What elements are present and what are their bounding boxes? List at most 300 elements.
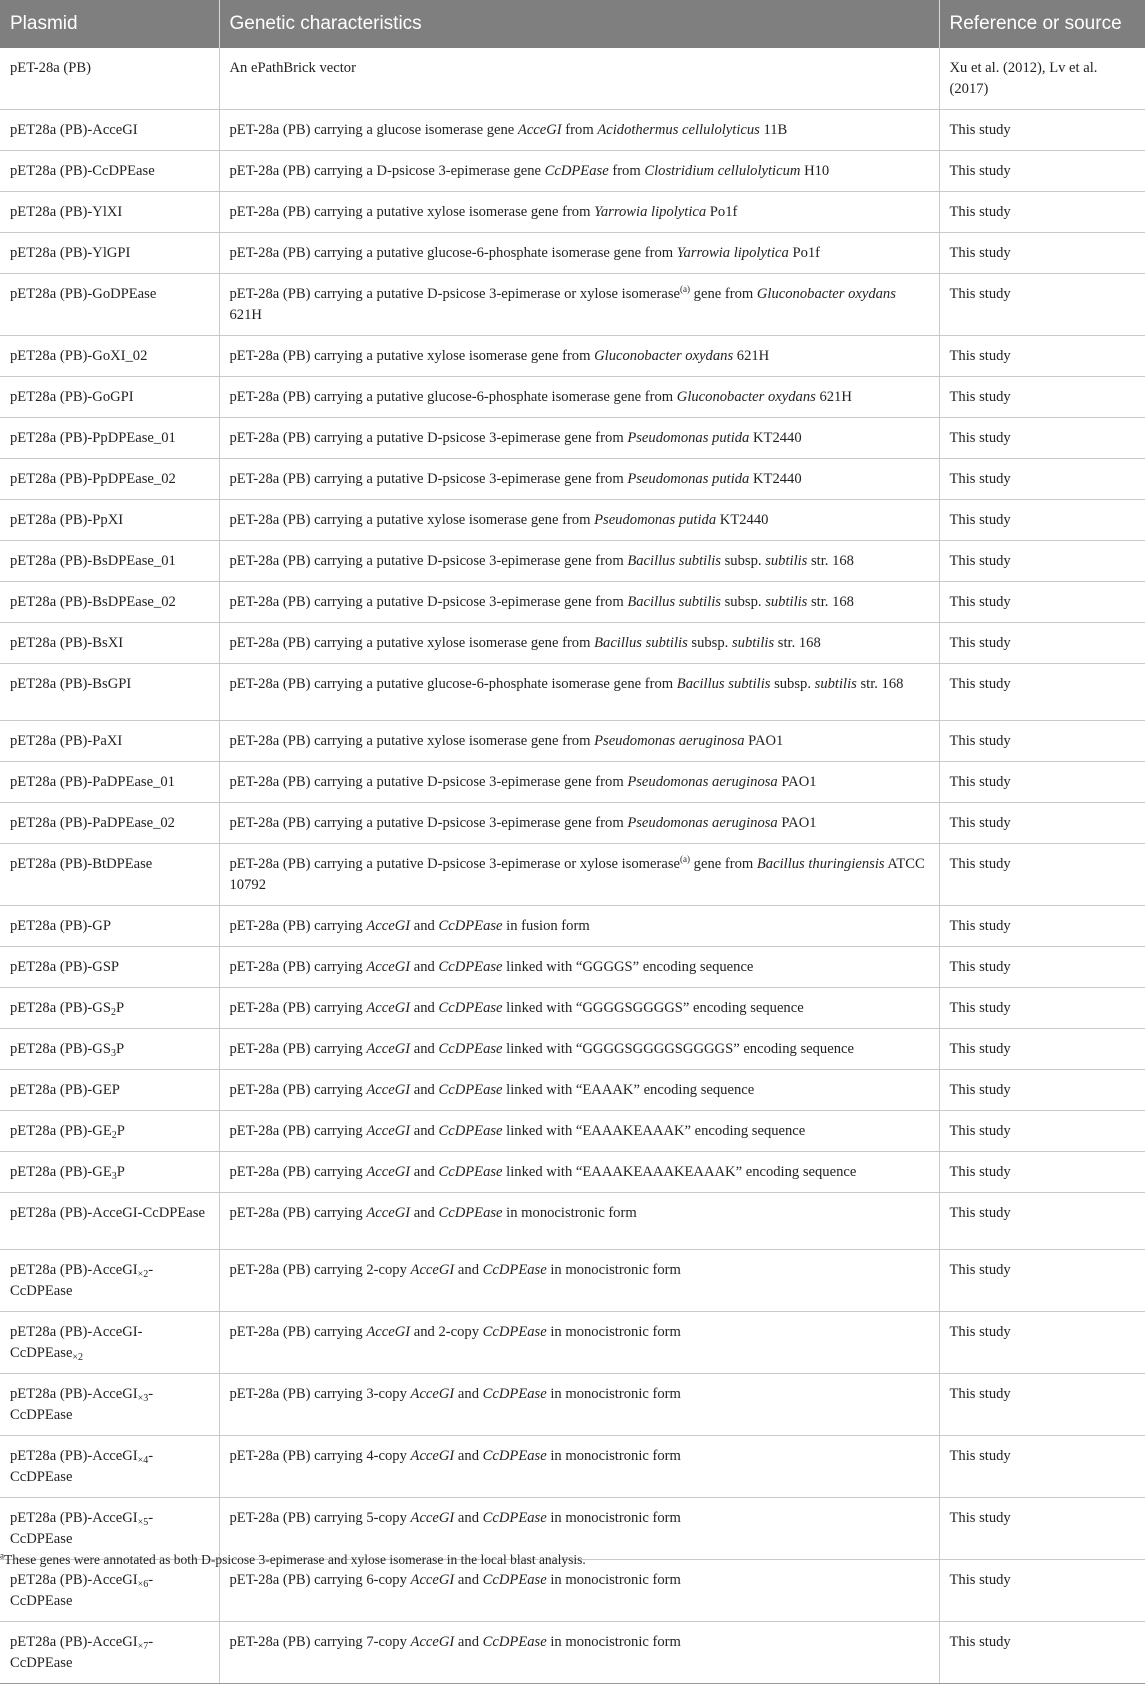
genetic-segment: Yarrowia lipolytica [594, 204, 707, 220]
cell-plasmid [0, 192, 219, 233]
genetic-segment: PAO1 [777, 774, 817, 790]
genetic-segment: and [410, 1082, 439, 1098]
table-body [0, 48, 1145, 1684]
genetic-segment: and [410, 959, 439, 975]
plasmid-segment: pET28a (PB)-GoDPEase [10, 286, 157, 302]
cell-plasmid [0, 500, 219, 541]
genetic-segment: subtilis [814, 676, 857, 692]
genetic-segment: in monocistronic form [546, 1386, 681, 1402]
cell-reference: This study [939, 988, 1145, 1029]
genetic-segment: from [561, 122, 598, 138]
plasmid-segment: P [116, 1164, 125, 1180]
genetic-segment: AcceGI [410, 1510, 455, 1526]
table-row [0, 1152, 1145, 1193]
genetic-segment: subsp. [770, 676, 815, 692]
genetic-segment: (a) [680, 854, 691, 865]
genetic-segment: and [410, 1041, 439, 1057]
genetic-segment: subtilis [731, 635, 775, 651]
cell-genetic-characteristics [219, 1560, 939, 1622]
cell-reference: This study [939, 151, 1145, 192]
table-row [0, 1374, 1145, 1436]
genetic-segment: Clostridium cellulolyticum [644, 163, 801, 179]
plasmid-segment: -CcDPEase [10, 1448, 154, 1485]
cell-plasmid [0, 1436, 219, 1498]
cell-genetic-characteristics [219, 151, 939, 192]
table-row [0, 274, 1145, 336]
cell-reference: This study [939, 1498, 1145, 1560]
genetic-segment: pET-28a (PB) carrying 4-copy [229, 1448, 411, 1464]
table-row [0, 377, 1145, 418]
cell-reference: This study [939, 947, 1145, 988]
genetic-segment: (a) [680, 284, 691, 295]
cell-genetic-characteristics [219, 192, 939, 233]
genetic-segment: linked with “GGGGSGGGGS” encoding sequence [502, 1000, 804, 1016]
footnote-marker: a [0, 1550, 4, 1561]
genetic-segment: pET-28a (PB) carrying a putative D-psicose 3-epimerase gene from [229, 430, 628, 446]
genetic-segment: AcceGI [410, 1572, 455, 1588]
plasmid-segment: pET28a (PB)-BsDPEase_02 [10, 594, 176, 610]
cell-reference: This study [939, 721, 1145, 762]
cell-reference: This study [939, 541, 1145, 582]
plasmid-segment: 3 [111, 1171, 117, 1182]
genetic-segment: pET-28a (PB) carrying a glucose isomerase gene [229, 122, 518, 138]
header-row [0, 0, 1145, 48]
header-plasmid: Plasmid [0, 0, 219, 48]
genetic-segment: Gluconobacter oxydans [594, 348, 734, 364]
genetic-segment: pET-28a (PB) carrying a D-psicose 3-epimerase gene [229, 163, 545, 179]
cell-genetic-characteristics [219, 336, 939, 377]
genetic-segment: pET-28a (PB) carrying [229, 1000, 367, 1016]
table-row [0, 1498, 1145, 1560]
genetic-segment: CcDPEase [438, 1082, 503, 1098]
cell-genetic-characteristics [219, 459, 939, 500]
genetic-segment: CcDPEase [482, 1262, 547, 1278]
genetic-segment: pET-28a (PB) carrying [229, 1205, 367, 1221]
table-row [0, 110, 1145, 151]
genetic-segment: pET-28a (PB) carrying 7-copy [229, 1634, 411, 1650]
genetic-segment: in monocistronic form [546, 1448, 681, 1464]
cell-plasmid [0, 988, 219, 1029]
genetic-segment: pET-28a (PB) carrying [229, 959, 367, 975]
cell-reference: This study [939, 1436, 1145, 1498]
cell-plasmid [0, 664, 219, 721]
genetic-segment: 621H [815, 389, 852, 405]
table-footnote [0, 1552, 1145, 1568]
cell-reference: This study [939, 418, 1145, 459]
genetic-segment: Bacillus subtilis [627, 553, 721, 569]
cell-plasmid [0, 1152, 219, 1193]
cell-genetic-characteristics [219, 1193, 939, 1250]
plasmid-segment: P [116, 1123, 125, 1139]
genetic-segment: pET-28a (PB) carrying a putative D-psicose 3-epimerase gene from [229, 774, 628, 790]
table-row [0, 1029, 1145, 1070]
genetic-segment: Bacillus subtilis [676, 676, 771, 692]
genetic-segment: AcceGI [366, 959, 411, 975]
cell-genetic-characteristics [219, 541, 939, 582]
genetic-segment: pET-28a (PB) carrying [229, 1324, 367, 1340]
genetic-segment: Po1f [706, 204, 738, 220]
genetic-segment: AcceGI [410, 1634, 455, 1650]
cell-genetic-characteristics [219, 582, 939, 623]
cell-genetic-characteristics [219, 1622, 939, 1684]
plasmid-segment: pET28a (PB)-PpDPEase_01 [10, 430, 176, 446]
genetic-segment: gene from [690, 286, 757, 302]
footnote-text: These genes were annotated as both D-psicose 3-epimerase and xylose isomerase in the local blast analysis. [4, 1552, 586, 1567]
cell-plasmid [0, 1029, 219, 1070]
plasmid-segment: pET28a (PB)-AcceGI [10, 1572, 138, 1588]
genetic-segment: subtilis [765, 594, 808, 610]
genetic-segment: pET-28a (PB) carrying a putative D-psicose 3-epimerase or xylose isomerase [229, 856, 681, 872]
cell-genetic-characteristics [219, 1374, 939, 1436]
plasmid-segment: 3 [110, 1048, 116, 1059]
cell-genetic-characteristics [219, 110, 939, 151]
plasmid-segment: pET28a (PB)-GEP [10, 1082, 120, 1098]
genetic-segment: Pseudomonas aeruginosa [627, 774, 778, 790]
cell-genetic-characteristics [219, 1111, 939, 1152]
cell-reference: This study [939, 762, 1145, 803]
genetic-segment: and [410, 1205, 439, 1221]
plasmid-segment: P [115, 1000, 125, 1016]
cell-genetic-characteristics [219, 664, 939, 721]
genetic-segment: Pseudomonas putida [627, 471, 750, 487]
genetic-segment: Pseudomonas putida [627, 430, 750, 446]
table-row [0, 233, 1145, 274]
genetic-segment: str. 168 [774, 635, 821, 651]
genetic-segment: pET-28a (PB) carrying a putative D-psicose 3-epimerase gene from [229, 815, 628, 831]
genetic-segment: An ePathBrick vector [229, 60, 356, 76]
table-row [0, 151, 1145, 192]
cell-reference: This study [939, 1374, 1145, 1436]
genetic-segment: subtilis [765, 553, 808, 569]
cell-plasmid [0, 1374, 219, 1436]
genetic-segment: and [454, 1262, 483, 1278]
plasmid-segment: -CcDPEase [10, 1634, 154, 1671]
table-row [0, 418, 1145, 459]
table-row [0, 762, 1145, 803]
genetic-segment: in monocistronic form [546, 1324, 681, 1340]
plasmid-segment: pET28a (PB)-BtDPEase [10, 856, 153, 872]
cell-genetic-characteristics [219, 1250, 939, 1312]
genetic-segment: AcceGI [410, 1448, 455, 1464]
genetic-segment: AcceGI [366, 1164, 411, 1180]
cell-plasmid [0, 418, 219, 459]
genetic-segment: pET-28a (PB) carrying 5-copy [229, 1510, 411, 1526]
cell-plasmid [0, 377, 219, 418]
genetic-segment: pET-28a (PB) carrying a putative D-psicose 3-epimerase gene from [229, 594, 628, 610]
genetic-segment: pET-28a (PB) carrying a putative glucose-6-phosphate isomerase gene from [229, 676, 677, 692]
plasmid-segment: 2 [110, 1007, 116, 1018]
cell-genetic-characteristics [219, 803, 939, 844]
plasmid-segment: pET28a (PB)-AcceGI [10, 122, 138, 138]
table-row [0, 1111, 1145, 1152]
genetic-segment: pET-28a (PB) carrying [229, 918, 367, 934]
plasmid-segment: ×4 [137, 1455, 149, 1466]
cell-plasmid [0, 151, 219, 192]
genetic-segment: pET-28a (PB) carrying 3-copy [229, 1386, 411, 1402]
genetic-segment: 11B [759, 122, 788, 138]
cell-genetic-characteristics [219, 418, 939, 459]
table-row [0, 988, 1145, 1029]
genetic-segment: CcDPEase [438, 1000, 503, 1016]
genetic-segment: pET-28a (PB) carrying [229, 1123, 367, 1139]
genetic-segment: pET-28a (PB) carrying [229, 1041, 367, 1057]
plasmid-segment: pET28a (PB)-AcceGI [10, 1386, 138, 1402]
genetic-segment: CcDPEase [438, 1041, 503, 1057]
cell-genetic-characteristics [219, 1312, 939, 1374]
table-row [0, 947, 1145, 988]
genetic-segment: CcDPEase [482, 1510, 547, 1526]
cell-reference: This study [939, 1152, 1145, 1193]
cell-genetic-characteristics [219, 1152, 939, 1193]
cell-plasmid [0, 459, 219, 500]
cell-reference: This study [939, 1193, 1145, 1250]
genetic-segment: gene from [690, 856, 757, 872]
table-row [0, 336, 1145, 377]
plasmid-segment: pET28a (PB)-GoXI_02 [10, 348, 148, 364]
table-row [0, 1622, 1145, 1684]
genetic-segment: Pseudomonas aeruginosa [627, 815, 778, 831]
table-row [0, 541, 1145, 582]
genetic-segment: Gluconobacter oxydans [756, 286, 896, 302]
header-genetic-characteristics: Genetic characteristics [219, 0, 939, 48]
plasmid-segment: 2 [111, 1130, 117, 1141]
cell-reference: Xu et al. (2012), Lv et al. (2017) [939, 48, 1145, 110]
genetic-segment: pET-28a (PB) carrying [229, 1082, 367, 1098]
cell-plasmid [0, 110, 219, 151]
table-row [0, 1070, 1145, 1111]
cell-plasmid [0, 844, 219, 906]
cell-reference: This study [939, 844, 1145, 906]
plasmid-segment: pET28a (PB)-PpXI [10, 512, 124, 528]
plasmid-segment: -CcDPEase [10, 1262, 154, 1299]
cell-reference: This study [939, 377, 1145, 418]
genetic-segment: KT2440 [749, 471, 802, 487]
cell-reference: This study [939, 803, 1145, 844]
cell-plasmid [0, 1111, 219, 1152]
genetic-segment: Bacillus subtilis [627, 594, 721, 610]
table-row [0, 192, 1145, 233]
genetic-segment: pET-28a (PB) carrying a putative D-psicose 3-epimerase or xylose isomerase [229, 286, 681, 302]
plasmid-segment: pET28a (PB)-GoGPI [10, 389, 134, 405]
genetic-segment: pET-28a (PB) carrying a putative xylose isomerase gene from [229, 204, 595, 220]
cell-plasmid [0, 233, 219, 274]
plasmid-segment: -CcDPEase [10, 1510, 154, 1547]
genetic-segment: pET-28a (PB) carrying a putative xylose isomerase gene from [229, 512, 595, 528]
cell-plasmid [0, 1193, 219, 1250]
cell-reference: This study [939, 1560, 1145, 1622]
plasmid-segment: ×2 [137, 1269, 149, 1280]
cell-reference: This study [939, 336, 1145, 377]
genetic-segment: KT2440 [716, 512, 769, 528]
plasmid-segment: pET28a (PB)-BsGPI [10, 676, 132, 692]
genetic-segment: PAO1 [744, 733, 784, 749]
plasmid-segment: ×2 [72, 1352, 84, 1363]
genetic-segment: 621H [229, 307, 262, 323]
genetic-segment: Bacillus thuringiensis [756, 856, 885, 872]
genetic-segment: CcDPEase [438, 918, 503, 934]
genetic-segment: pET-28a (PB) carrying a putative D-psicose 3-epimerase gene from [229, 553, 628, 569]
plasmid-segment: pET28a (PB)-BsDPEase_01 [10, 553, 176, 569]
plasmid-segment: pET28a (PB)-AcceGI [10, 1510, 138, 1526]
genetic-segment: subsp. [687, 635, 732, 651]
plasmid-segment: pET28a (PB)-GP [10, 918, 111, 934]
genetic-segment: CcDPEase [438, 1123, 503, 1139]
genetic-segment: CcDPEase [482, 1448, 547, 1464]
genetic-segment: and [410, 1123, 439, 1139]
plasmid-segment: ×7 [137, 1641, 149, 1652]
genetic-segment: Pseudomonas aeruginosa [594, 733, 745, 749]
genetic-segment: in monocistronic form [502, 1205, 637, 1221]
cell-genetic-characteristics [219, 1070, 939, 1111]
genetic-segment: subsp. [720, 553, 766, 569]
genetic-segment: pET-28a (PB) carrying [229, 1164, 367, 1180]
genetic-segment: and [454, 1572, 483, 1588]
genetic-segment: str. 168 [807, 553, 854, 569]
plasmid-segment: pET28a (PB)-CcDPEase [10, 163, 155, 179]
genetic-segment: AcceGI [366, 918, 411, 934]
genetic-segment: AcceGI [366, 1000, 411, 1016]
cell-plasmid [0, 1070, 219, 1111]
genetic-segment: H10 [800, 163, 830, 179]
plasmid-segment: pET28a (PB)-GE [10, 1164, 112, 1180]
cell-genetic-characteristics [219, 1436, 939, 1498]
table-row [0, 1560, 1145, 1622]
table-header [0, 0, 1145, 48]
genetic-segment: pET-28a (PB) carrying a putative D-psicose 3-epimerase gene from [229, 471, 628, 487]
plasmid-segment: pET28a (PB)-BsXI [10, 635, 124, 651]
table-row [0, 48, 1145, 110]
genetic-segment: pET-28a (PB) carrying a putative xylose isomerase gene from [229, 733, 595, 749]
cell-genetic-characteristics [219, 762, 939, 803]
genetic-segment: from [608, 163, 645, 179]
genetic-segment: pET-28a (PB) carrying 6-copy [229, 1572, 411, 1588]
cell-genetic-characteristics [219, 844, 939, 906]
cell-plasmid [0, 541, 219, 582]
genetic-segment: AcceGI [517, 122, 562, 138]
genetic-segment: PAO1 [777, 815, 817, 831]
cell-plasmid [0, 1498, 219, 1560]
genetic-segment: str. 168 [856, 676, 904, 692]
genetic-segment: linked with “EAAAKEAAAK” encoding sequence [502, 1123, 806, 1139]
table-row [0, 459, 1145, 500]
genetic-segment: and [410, 918, 439, 934]
cell-reference: This study [939, 500, 1145, 541]
genetic-segment: subsp. [720, 594, 766, 610]
genetic-segment: AcceGI [366, 1082, 411, 1098]
genetic-segment: str. 168 [807, 594, 854, 610]
genetic-segment: CcDPEase [482, 1386, 547, 1402]
genetic-segment: in monocistronic form [546, 1262, 681, 1278]
table-row [0, 1436, 1145, 1498]
genetic-segment: in fusion form [502, 918, 590, 934]
cell-genetic-characteristics [219, 233, 939, 274]
plasmid-segment: pET28a (PB)-YlGPI [10, 245, 131, 261]
plasmid-segment: pET28a (PB)-GE [10, 1123, 112, 1139]
genetic-segment: 621H [733, 348, 770, 364]
plasmid-segment: pET28a (PB)-AcceGI-CcDPEase [10, 1205, 205, 1221]
genetic-segment: and [410, 1164, 439, 1180]
cell-plasmid [0, 1622, 219, 1684]
cell-genetic-characteristics [219, 500, 939, 541]
table-row [0, 582, 1145, 623]
cell-reference: This study [939, 1312, 1145, 1374]
cell-genetic-characteristics [219, 48, 939, 110]
plasmid-segment: -CcDPEase [10, 1572, 154, 1609]
genetic-segment: CcDPEase [544, 163, 609, 179]
plasmid-segment: pET28a (PB)-PaXI [10, 733, 123, 749]
cell-plasmid [0, 336, 219, 377]
genetic-segment: KT2440 [749, 430, 802, 446]
plasmid-segment: pET28a (PB)-GS [10, 1041, 111, 1057]
genetic-segment: CcDPEase [438, 959, 503, 975]
cell-reference: This study [939, 582, 1145, 623]
genetic-segment: and [454, 1634, 483, 1650]
plasmid-segment: pET28a (PB)-GSP [10, 959, 120, 975]
plasmid-segment: ×3 [137, 1393, 149, 1404]
genetic-segment: linked with “GGGGSGGGGSGGGGS” encoding sequence [502, 1041, 854, 1057]
genetic-segment: CcDPEase [482, 1324, 547, 1340]
genetic-segment: and [454, 1386, 483, 1402]
genetic-segment: and [454, 1510, 483, 1526]
cell-plasmid [0, 1250, 219, 1312]
cell-reference: This study [939, 1070, 1145, 1111]
cell-genetic-characteristics [219, 1498, 939, 1560]
cell-reference: This study [939, 623, 1145, 664]
genetic-segment: linked with “EAAAKEAAAKEAAAK” encoding sequence [502, 1164, 857, 1180]
genetic-segment: in monocistronic form [546, 1510, 681, 1526]
cell-reference: This study [939, 1111, 1145, 1152]
cell-reference: This study [939, 459, 1145, 500]
genetic-segment: in monocistronic form [546, 1572, 681, 1588]
cell-genetic-characteristics [219, 1029, 939, 1070]
cell-plasmid [0, 947, 219, 988]
plasmid-segment: pET28a (PB)-PaDPEase_01 [10, 774, 175, 790]
genetic-segment: AcceGI [366, 1123, 411, 1139]
cell-plasmid [0, 906, 219, 947]
table-row [0, 721, 1145, 762]
plasmid-segment: pET28a (PB)-AcceGI [10, 1634, 138, 1650]
cell-reference: This study [939, 1622, 1145, 1684]
table-row [0, 1312, 1145, 1374]
plasmid-segment: pET28a (PB)-GS [10, 1000, 111, 1016]
table-row [0, 844, 1145, 906]
genetic-segment: AcceGI [366, 1205, 411, 1221]
table-row [0, 1250, 1145, 1312]
cell-reference: This study [939, 274, 1145, 336]
table-row [0, 906, 1145, 947]
table-row [0, 803, 1145, 844]
table-row [0, 664, 1145, 721]
genetic-segment: pET-28a (PB) carrying a putative glucose-6-phosphate isomerase gene from [229, 389, 677, 405]
cell-genetic-characteristics [219, 906, 939, 947]
genetic-segment: CcDPEase [438, 1164, 503, 1180]
genetic-segment: pET-28a (PB) carrying 2-copy [229, 1262, 411, 1278]
cell-genetic-characteristics [219, 947, 939, 988]
cell-genetic-characteristics [219, 988, 939, 1029]
plasmid-segment: ×5 [137, 1517, 149, 1528]
genetic-segment: and [454, 1448, 483, 1464]
plasmid-segment: pET-28a (PB) [10, 60, 91, 76]
plasmid-segment: pET28a (PB)-YlXI [10, 204, 123, 220]
cell-plasmid [0, 623, 219, 664]
cell-plasmid [0, 48, 219, 110]
genetic-segment: AcceGI [366, 1324, 411, 1340]
plasmid-segment: ×6 [137, 1579, 149, 1590]
genetic-segment: and [410, 1000, 439, 1016]
table-row [0, 500, 1145, 541]
genetic-segment: CcDPEase [482, 1572, 547, 1588]
genetic-segment: Acidothermus cellulolyticus [597, 122, 760, 138]
